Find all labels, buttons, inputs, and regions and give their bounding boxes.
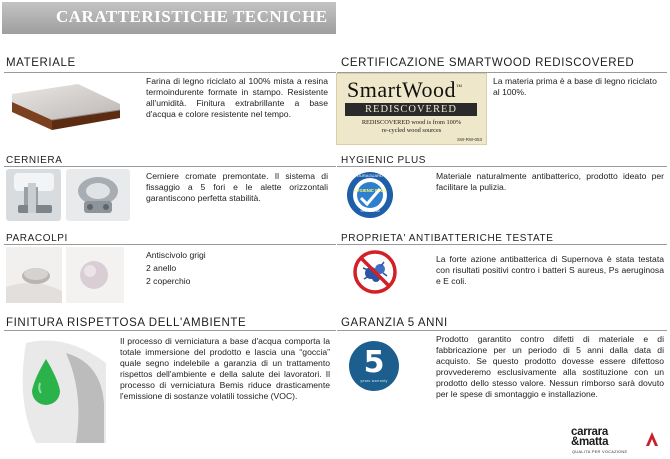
carrara-matta-logo	[571, 427, 661, 455]
hygienic-text: Materiale naturalmente antibatterico, prodotto ideato per facilitare la pulizia.	[436, 171, 664, 192]
five-years-caption: years warranty	[360, 379, 388, 383]
smartwood-line1: REDISCOVERED wood is from 100%	[361, 119, 462, 126]
brand-name-bottom: &matta	[571, 436, 609, 448]
section-title-antibatteriche: PROPRIETA' ANTIBATTERICHE TESTATE	[341, 233, 554, 244]
divider	[4, 244, 336, 245]
certificazione-text: La materia prima è a base di legno riciclato al 100%.	[493, 76, 657, 97]
smartwood-logo	[336, 73, 487, 145]
section-title-garanzia: GARANZIA 5 ANNI	[341, 317, 448, 329]
cerniera-text: Cerniere cromate premontate. Il sistema di fissaggio a 5 fori e le alette orizzontali garantiscono perfetta stabilità.	[146, 171, 328, 203]
divider	[4, 330, 336, 331]
paracolpi-line1: Antiscivolo grigi	[146, 250, 206, 260]
trademark-symbol: ™	[456, 84, 463, 91]
brand-name-top: carrara	[571, 426, 608, 438]
section-title-materiale: MATERIALE	[6, 57, 76, 69]
bumper-image-2	[66, 247, 124, 303]
section-title-paracolpi: PARACOLPI	[6, 233, 68, 244]
divider	[4, 72, 336, 73]
divider	[337, 244, 667, 245]
paracolpi-line2: 2 anello	[146, 263, 177, 273]
divider	[337, 330, 667, 331]
section-title-hygienic: HYGIENIC PLUS	[341, 155, 427, 166]
smartwood-word: SmartWood	[347, 77, 457, 102]
divider	[337, 166, 667, 167]
finitura-text: Il processo di verniciatura a base d'acqua comporta la totale immersione del prodotto e lascia una “goccia” quale segno indelebile a garanzia di un trattamento rispettos dell'ambiente e della salute dei lavoratori. Il processo di verniciatura Bemis riduce drasticamente l'emissione di sostanze volatili tossiche (VOC).	[120, 336, 330, 401]
section-title-finitura: FINITURA RISPETTOSA DELL'AMBIENTE	[6, 317, 247, 329]
hygienic-badge-bottom: ISO 22196	[360, 208, 380, 213]
hygienic-badge-top: DURAGUARD	[357, 173, 383, 178]
hygienic-badge-mid: HYGIENIC PLUS	[353, 188, 387, 193]
smartwood-line2: re-cycled wood sources	[381, 127, 442, 134]
brand-tagline: QUALITÀ PER VOCAZIONE	[572, 449, 628, 454]
section-title-certificazione: CERTIFICAZIONE SMARTWOOD REDISCOVERED	[341, 57, 635, 69]
five-years-warranty-icon	[349, 341, 399, 391]
brand-mark-icon	[645, 431, 659, 447]
paracolpi-line3: 2 coperchio	[146, 276, 191, 286]
antibatteriche-text: La forte azione antibatterica di Supernova è stata testata con risultati positivi contro i batteri S aureus, Ps aeruginosa e E coli.	[436, 254, 664, 286]
five-years-number: 5	[363, 345, 385, 380]
bumper-image-1	[6, 247, 62, 303]
green-drop-toilet-seat-image	[6, 333, 112, 443]
no-bacteria-icon	[349, 249, 401, 295]
page-title: CARATTERISTICHE TECNICHE	[56, 7, 328, 26]
wood-sample-image	[8, 84, 120, 134]
section-title-cerniera: CERNIERA	[6, 155, 63, 166]
materiale-text: Farina di legno riciclato al 100% mista a resina termoindurente formate in stampo. Resistente all'umidità. Finitura extrabrillante a base d'acqua e colore resistente nel tempo.	[146, 76, 328, 119]
garanzia-text: Prodotto garantito contro difetti di materiale e di fabbricazione per un periodo di 5 anni dalla data di acquisto. Se questo prodotto dovesse essere difettoso provvederemo esclusivamente alla sostituzione con un prodotto dello stesso valore. Nessun rimborso sarà dovuto per le spese di smontaggio e installazione.	[436, 334, 664, 399]
smartwood-bar-text: REDISCOVERED	[365, 104, 457, 115]
divider	[4, 166, 336, 167]
hinge-image-1	[6, 169, 61, 221]
header-banner	[2, 2, 336, 34]
smartwood-code: SW-RW-053	[456, 137, 482, 142]
hinge-image-2	[66, 169, 130, 221]
